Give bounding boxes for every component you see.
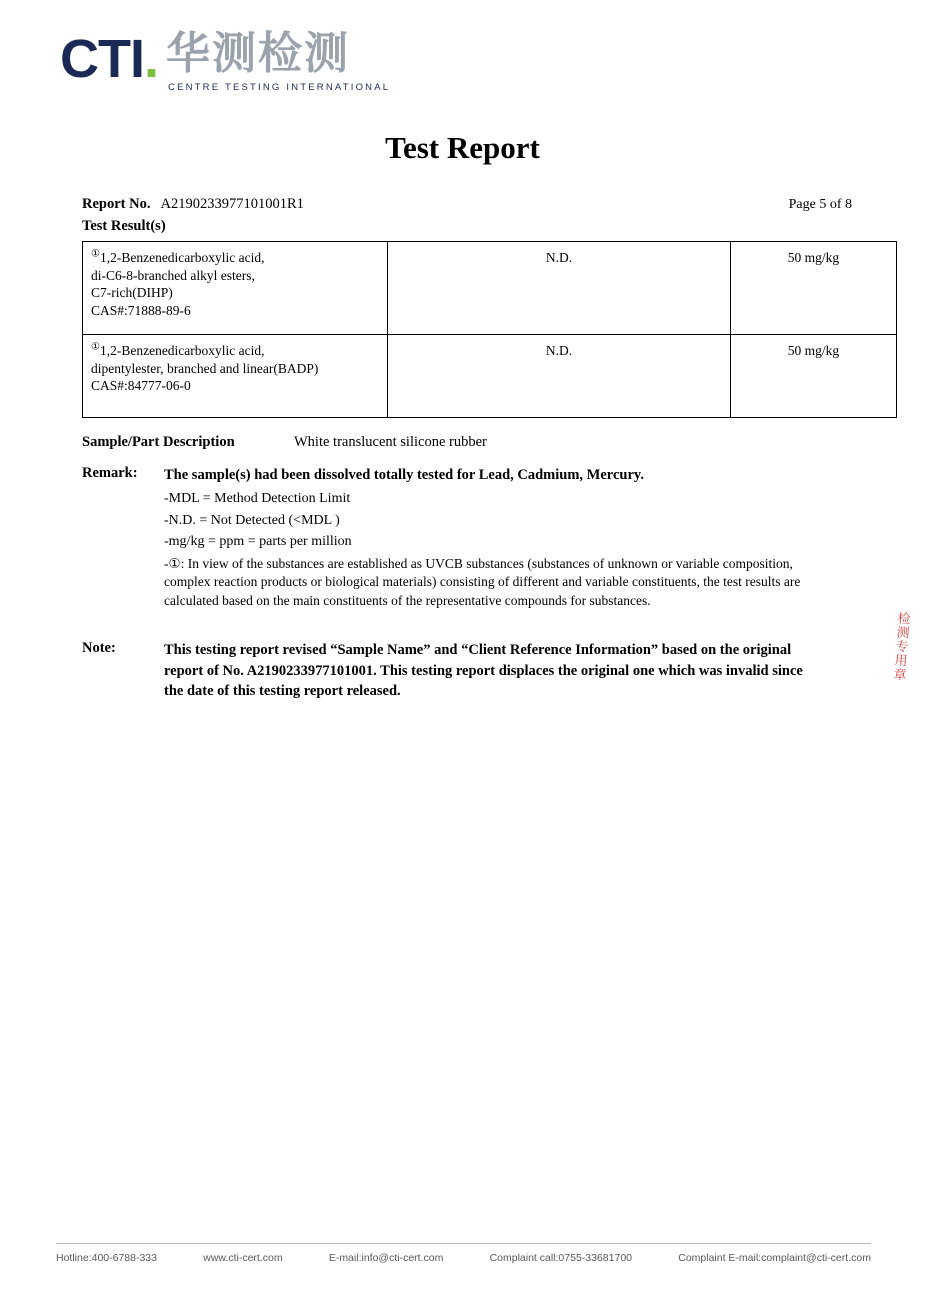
footer-website: www.cti-cert.com <box>203 1252 283 1264</box>
mdl-cell: 50 mg/kg <box>731 335 897 418</box>
page-title: Test Report <box>385 130 540 165</box>
red-stamp: 检测专用章 <box>890 610 911 682</box>
cti-logo <box>60 30 390 93</box>
substance-line: di-C6-8-branched alkyl esters, <box>91 267 255 283</box>
report-header-line <box>82 196 852 213</box>
footer-divider <box>56 1243 871 1244</box>
test-results-table <box>82 241 897 418</box>
report-no-label: Report No. <box>82 196 151 212</box>
logo-subtitle: CENTRE TESTING INTERNATIONAL <box>168 82 391 93</box>
footer <box>56 1252 871 1264</box>
result-cell: N.D. <box>388 242 731 335</box>
test-results-label: Test Result(s) <box>82 218 166 234</box>
substance-line: C7-rich(DIHP) <box>91 285 173 300</box>
result-cell: N.D. <box>388 335 731 418</box>
substance-cell <box>83 242 388 335</box>
sample-description-value: White translucent silicone rubber <box>294 434 487 450</box>
remark-section <box>82 465 852 610</box>
mdl-cell: 50 mg/kg <box>731 242 897 335</box>
logo-right-block <box>166 30 390 93</box>
remark-footnote-marker: -①: <box>164 555 185 571</box>
substance-cas: CAS#:71888-89-6 <box>91 302 191 318</box>
remark-label: Remark: <box>82 465 138 481</box>
substance-line: 1,2-Benzenedicarboxylic acid, <box>99 250 265 265</box>
footer-complaint-email: Complaint E-mail:complaint@cti-cert.com <box>678 1252 871 1264</box>
table-row <box>83 242 897 335</box>
remark-footnote-text: In view of the substances are established as UVCB substances (substances of unknown or variable composition, complex reaction products or biological materials) consisting of different and variable constituents, the test results are calculated based on the main constituents of the representative compounds for substances. <box>164 555 801 608</box>
remark-headline: The sample(s) had been dissolved totally tested for Lead, Cadmium, Mercury. <box>164 467 644 483</box>
substance-line: dipentylester, branched and linear(BADP) <box>91 360 319 376</box>
remark-footnote <box>164 555 804 611</box>
substance-line: 1,2-Benzenedicarboxylic acid, <box>99 343 265 358</box>
logo-dot: . <box>144 29 159 89</box>
remark-line: -MDL = Method Detection Limit <box>164 491 351 506</box>
footnote-marker-icon: ① <box>91 341 100 353</box>
substance-cell <box>83 335 388 418</box>
footnote-marker-icon: ① <box>91 248 100 260</box>
page-indicator: Page 5 of 8 <box>788 197 852 212</box>
sample-description-row <box>82 434 852 451</box>
note-section <box>82 640 852 702</box>
remark-line: -N.D. = Not Detected (<MDL ) <box>164 512 340 528</box>
remark-body <box>164 465 804 610</box>
logo-chinese-name: 华测检测 <box>166 28 351 79</box>
report-number <box>82 196 304 213</box>
footer-hotline: Hotline:400-6788-333 <box>56 1252 157 1264</box>
substance-cas: CAS#:84777-06-0 <box>91 378 191 393</box>
table-row <box>83 335 897 418</box>
logo-wordmark <box>60 30 158 88</box>
logo-wordmark-text: CTI <box>60 29 144 89</box>
sample-description-label: Sample/Part Description <box>82 434 235 450</box>
footer-complaint-call: Complaint call:0755-33681700 <box>489 1252 632 1264</box>
note-text: This testing report revised “Sample Name” and “Client Reference Information” based on the original report of No. A2190233977101001. This testing report displaces the original one which was invalid since the date of this testing report released. <box>164 642 803 699</box>
remark-line: -mg/kg = ppm = parts per million <box>164 534 352 549</box>
note-label: Note: <box>82 640 116 656</box>
report-no-value: A2190233977101001R1 <box>160 196 304 212</box>
footer-email: E-mail:info@cti-cert.com <box>328 1252 444 1264</box>
